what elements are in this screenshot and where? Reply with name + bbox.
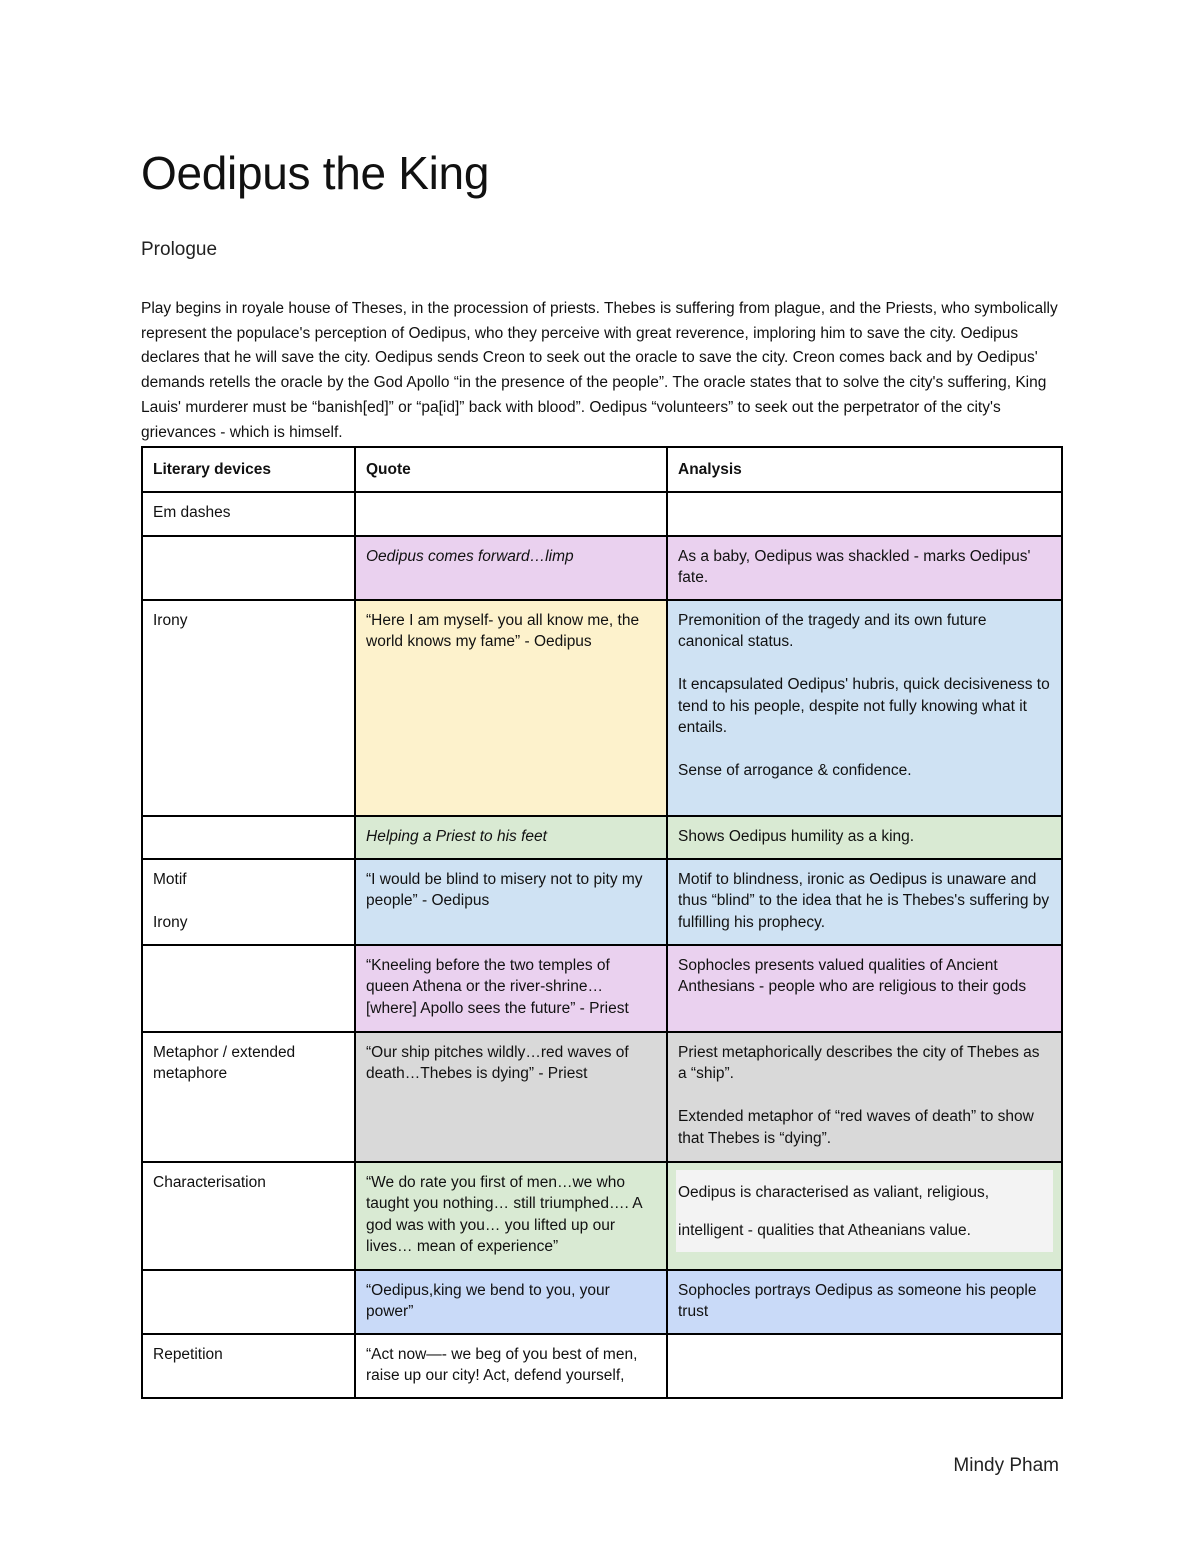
- header-literary-devices: Literary devices: [142, 447, 355, 492]
- analysis-cell: [667, 1032, 1062, 1162]
- analysis-cell: [667, 536, 1062, 600]
- analysis-cell: [667, 1334, 1062, 1398]
- device-cell: [142, 816, 355, 859]
- table-row: [142, 600, 1062, 816]
- device-label: Irony: [153, 913, 188, 931]
- quote-cell: “We do rate you first of men…we who taught you nothing… still triumphed…. A god was with you… you lifted up our lives… mean of experience”: [355, 1162, 667, 1270]
- analysis-cell: [667, 1162, 1062, 1270]
- device-cell: [142, 945, 355, 1032]
- device-cell: [142, 1270, 355, 1334]
- analysis-text: As a baby, Oedipus was shackled - marks Oedipus' fate.: [678, 547, 1031, 586]
- device-label: Motif: [153, 870, 187, 888]
- analysis-text: Oedipus is characterised as valiant, religious, intelligent - qualities that Atheanians value.: [676, 1170, 1053, 1252]
- analysis-text: Shows Oedipus humility as a king.: [678, 827, 915, 845]
- table-row: [142, 492, 1062, 536]
- analysis-text: It encapsulated Oedipus' hubris, quick decisiveness to tend to his people, despite not fully knowing what it entails.: [678, 676, 1050, 736]
- literary-devices-table: [141, 446, 1063, 1399]
- quote-cell: [355, 492, 667, 536]
- analysis-cell: [667, 600, 1062, 816]
- analysis-text: Sophocles presents valued qualities of Ancient Anthesians - people who are religious to their gods: [678, 956, 1027, 995]
- quote-cell: “Oedipus,king we bend to you, your power”: [355, 1270, 667, 1334]
- section-heading: Prologue: [141, 239, 218, 260]
- device-cell: Em dashes: [142, 492, 355, 536]
- table-row: [142, 1162, 1062, 1270]
- analysis-text: Priest metaphorically describes the city of Thebes as a “ship”.: [678, 1043, 1040, 1082]
- analysis-cell: [667, 816, 1062, 859]
- author-name: Mindy Pham: [953, 1455, 1059, 1476]
- device-cell: Repetition: [142, 1334, 355, 1398]
- analysis-cell: [667, 945, 1062, 1032]
- table-row: [142, 1032, 1062, 1162]
- table-row: [142, 536, 1062, 600]
- device-cell: [142, 536, 355, 600]
- analysis-cell: [667, 492, 1062, 536]
- table-row: [142, 859, 1062, 945]
- analysis-cell: [667, 859, 1062, 945]
- quote-cell: “I would be blind to misery not to pity my people” - Oedipus: [355, 859, 667, 945]
- analysis-text: Motif to blindness, ironic as Oedipus is unaware and thus “blind” to the idea that he is Thebes's suffering by fulfilling his prophecy.: [678, 870, 1050, 931]
- device-cell: Irony: [142, 600, 355, 816]
- intro-paragraph: Play begins in royale house of Theses, in the procession of priests. Thebes is suffering from plague, and the Priests, who symbolically represent the populace's perception of Oedipus, who they perceive with great reverence, imploring him to save the city. Oedipus declares that he will save the city. Oedipus sends Creon to seek out the oracle to save the city. Creon comes back and by Oedipus' demands retells the oracle by the God Apollo “in the presence of the people”. The oracle states that to solve the city's suffering, King Lauis' murderer must be “banish[ed]” or “pa[id]” back with blood”. Oedipus “volunteers” to seek out the perpetrator of the city's grievances - which is himself.: [141, 300, 1058, 441]
- table-row: [142, 1270, 1062, 1334]
- analysis-text: Extended metaphor of “red waves of death” to show that Thebes is “dying”.: [678, 1108, 1034, 1147]
- analysis-cell: [667, 1270, 1062, 1334]
- document-title: Oedipus the King: [141, 147, 490, 199]
- quote-cell: “Our ship pitches wildly…red waves of death…Thebes is dying” - Priest: [355, 1032, 667, 1162]
- quote-cell: “Kneeling before the two temples of queen Athena or the river-shrine… [where] Apollo sees the future” - Priest: [355, 945, 667, 1032]
- device-cell: [142, 859, 355, 945]
- analysis-text: Sense of arrogance & confidence.: [678, 762, 912, 779]
- table-header-row: [142, 447, 1062, 492]
- device-cell: Metaphor / extended metaphore: [142, 1032, 355, 1162]
- quote-cell: Helping a Priest to his feet: [355, 816, 667, 859]
- table-row: [142, 945, 1062, 1032]
- header-analysis: Analysis: [667, 447, 1062, 492]
- quote-cell: “Here I am myself- you all know me, the world knows my fame” - Oedipus: [355, 600, 667, 816]
- table-row: [142, 1334, 1062, 1398]
- quote-cell: Oedipus comes forward…limp: [355, 536, 667, 600]
- analysis-text: Sophocles portrays Oedipus as someone his people trust: [678, 1281, 1037, 1320]
- analysis-text: Premonition of the tragedy and its own future canonical status.: [678, 611, 987, 650]
- quote-cell: “Act now—- we beg of you best of men, raise up our city! Act, defend yourself,: [355, 1334, 667, 1398]
- header-quote: Quote: [355, 447, 667, 492]
- table-row: [142, 816, 1062, 859]
- device-cell: Characterisation: [142, 1162, 355, 1270]
